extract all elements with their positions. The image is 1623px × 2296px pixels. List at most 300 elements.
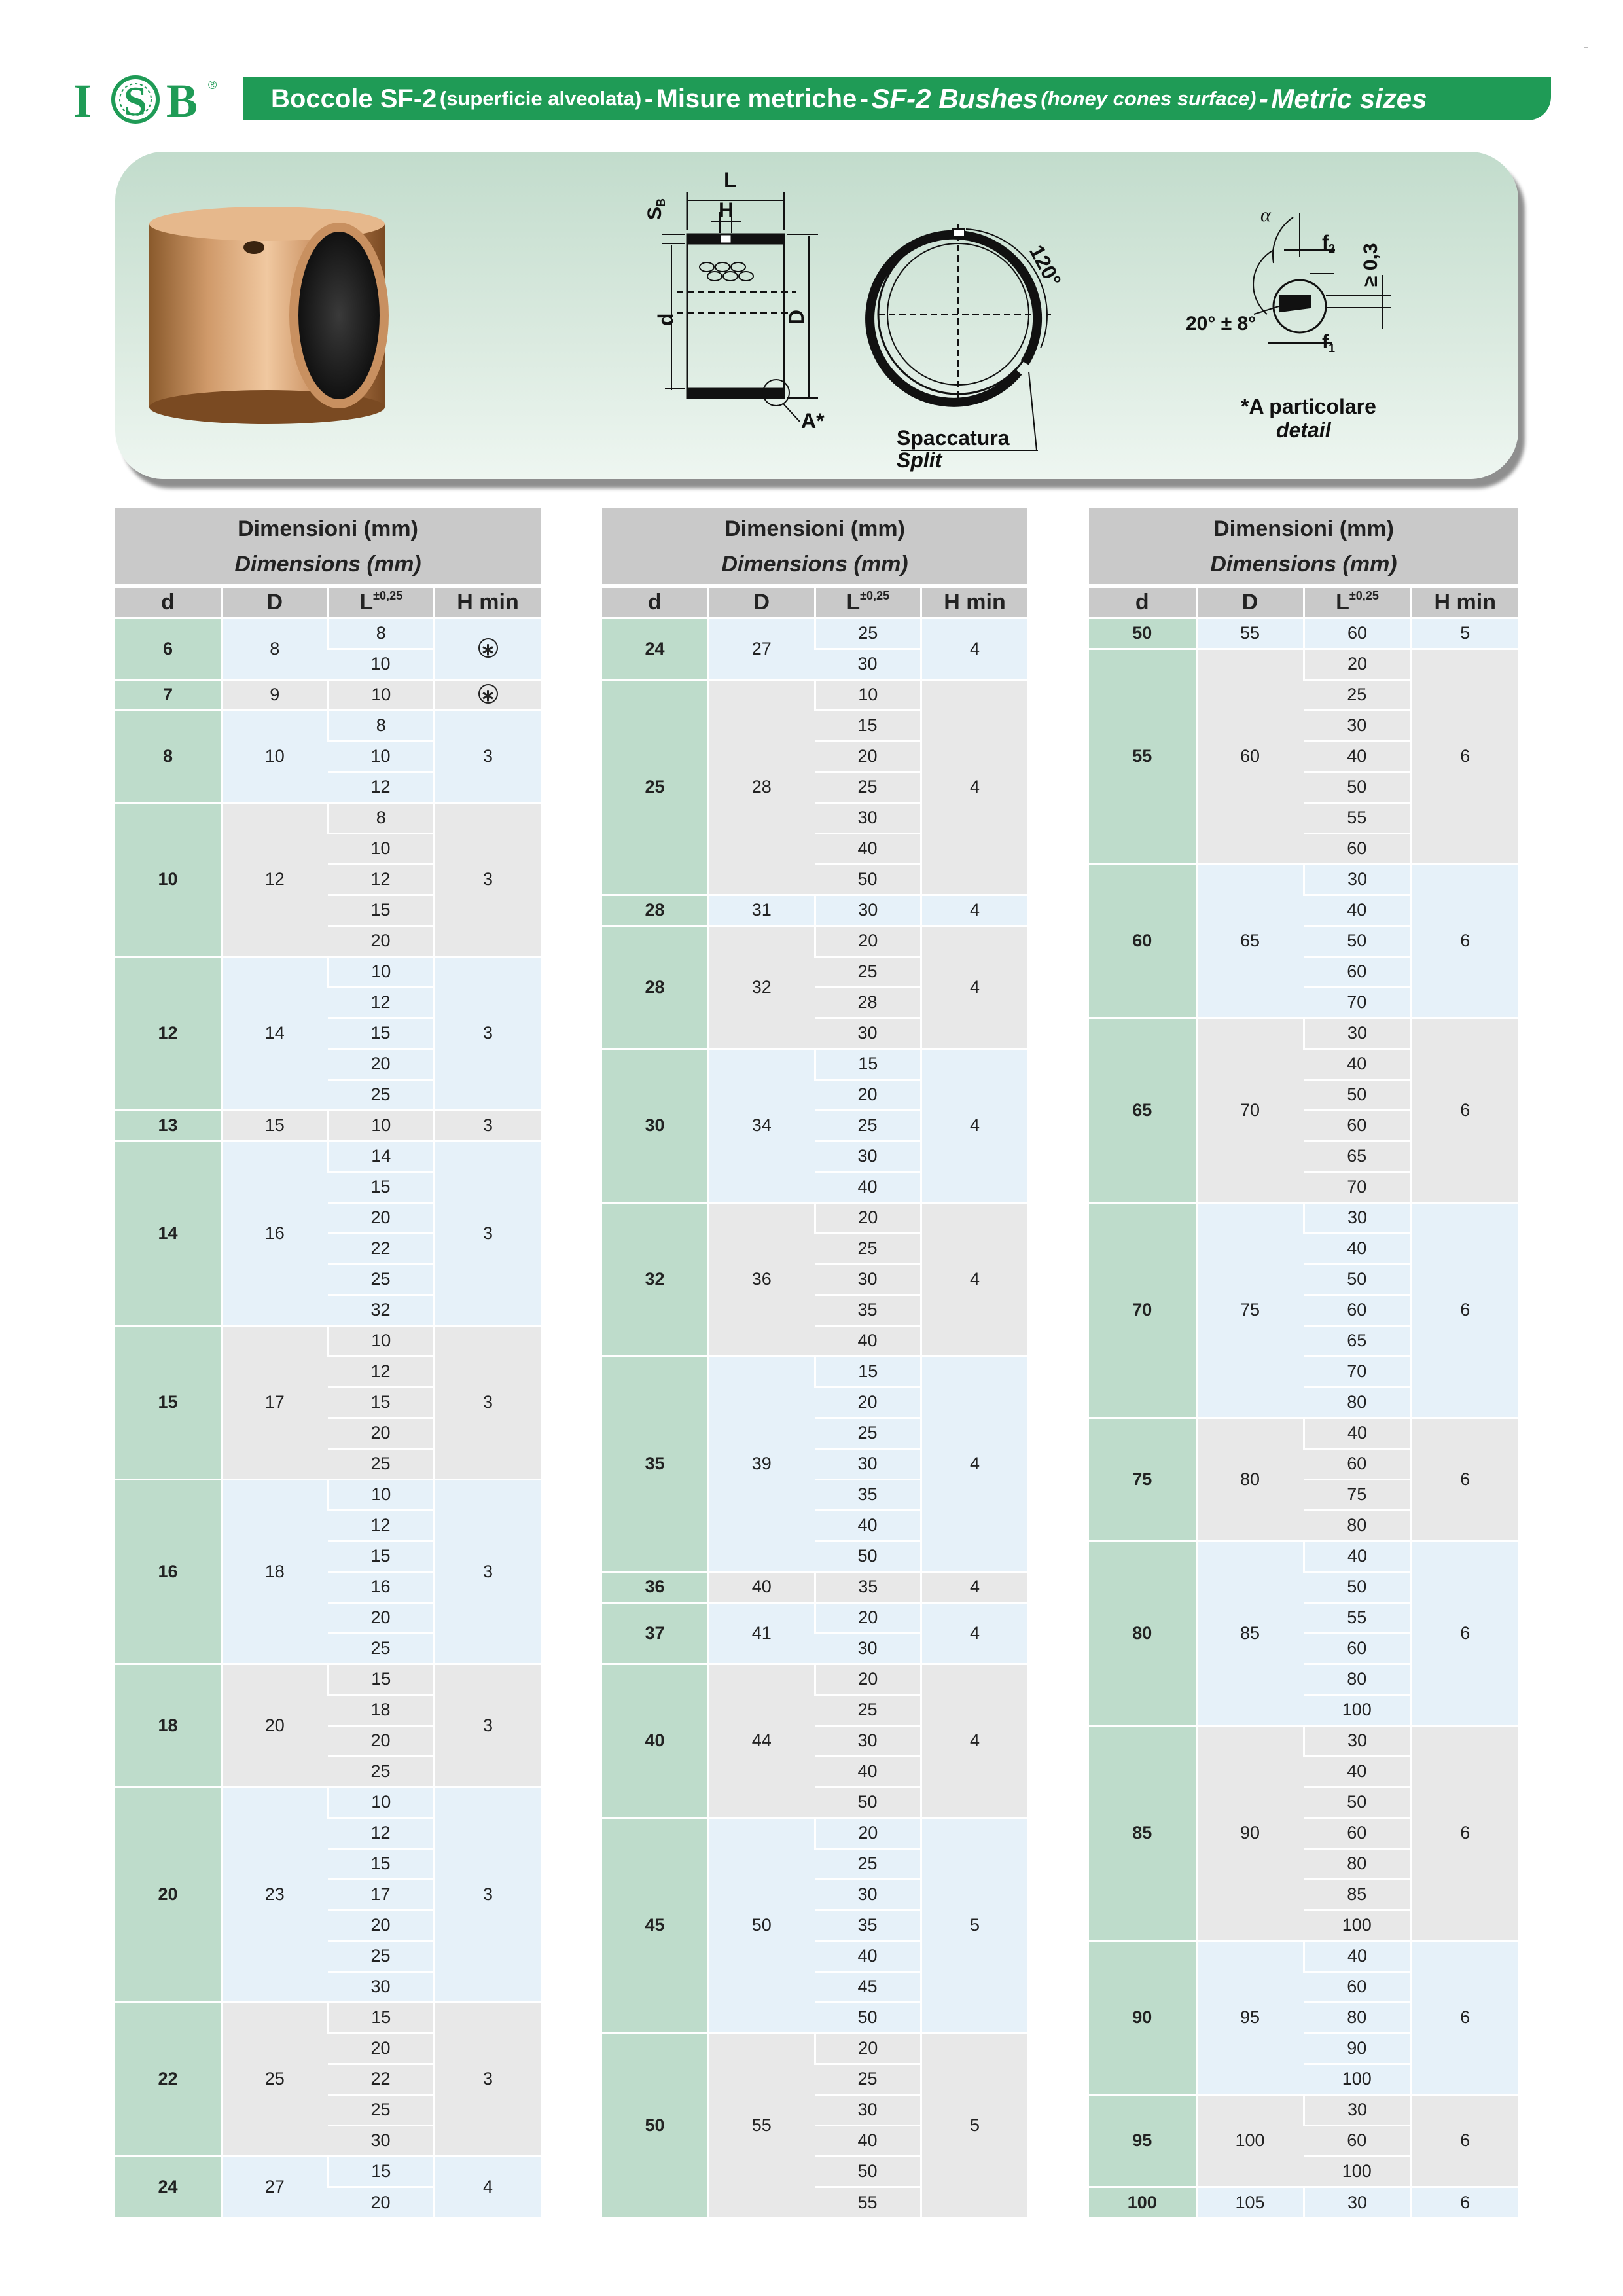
cell-D: 27	[222, 2156, 329, 2217]
table-title	[115, 508, 541, 586]
col-header-D	[222, 586, 329, 618]
cell-d: 13	[115, 1110, 222, 1141]
table-row	[1089, 1541, 1518, 1571]
label-SB-main: S	[644, 206, 666, 220]
cell-D: 55	[1196, 618, 1304, 649]
cell-L: 20	[815, 741, 921, 772]
col-header-D-text: D	[266, 590, 283, 615]
cell-L: 55	[1304, 802, 1411, 833]
cell-L: 30	[815, 1725, 921, 1756]
cell-L: 20	[328, 1910, 435, 1941]
cell-H: 4	[921, 1664, 1028, 1818]
col-header-D-text: D	[753, 590, 770, 615]
cell-L: 40	[1304, 1756, 1411, 1787]
cell-L: 10	[328, 1110, 435, 1141]
cell-D: 75	[1196, 1202, 1304, 1418]
cell-L: 30	[815, 895, 921, 925]
label-angle: 20° ± 8°	[1186, 313, 1257, 334]
cell-L: 50	[1304, 1079, 1411, 1110]
cell-L: 15	[328, 1664, 435, 1695]
table-row	[1089, 2094, 1518, 2125]
cell-H: 3	[435, 1110, 541, 1141]
cell-D: 50	[709, 1818, 815, 2033]
cell-D: 9	[222, 679, 329, 710]
cell-L: 8	[328, 710, 435, 741]
cell-D: 20	[222, 1664, 329, 1787]
cell-L: 22	[328, 1233, 435, 1264]
table-title-en: Dimensions (mm)	[1210, 551, 1397, 577]
cell-D: 28	[709, 679, 815, 895]
cell-L: 50	[815, 864, 921, 895]
cell-L: 40	[815, 1325, 921, 1356]
cell-D: 41	[709, 1602, 815, 1664]
cell-H	[435, 679, 541, 710]
cell-d: 50	[602, 2033, 709, 2217]
label-alpha: α	[1260, 204, 1271, 226]
title-it-small: (superficie alveolata)	[439, 87, 642, 110]
cell-L: 30	[1304, 2094, 1411, 2125]
table-row	[115, 1110, 541, 1141]
label-A-star: A*	[801, 409, 825, 433]
col-header-L	[328, 586, 435, 618]
cell-H: 3	[435, 1787, 541, 2002]
cell-H: 3	[435, 710, 541, 802]
label-f1	[1322, 331, 1335, 355]
cell-L: 75	[1304, 1479, 1411, 1510]
cell-L: 16	[328, 1571, 435, 1602]
cell-H: 3	[435, 1664, 541, 1787]
cell-d: 37	[602, 1602, 709, 1664]
cell-L: 40	[815, 1756, 921, 1787]
cell-L: 40	[1304, 1418, 1411, 1448]
cell-d: 25	[602, 679, 709, 895]
col-header-H-text: H min	[944, 590, 1006, 615]
cell-H: 6	[1411, 2094, 1518, 2187]
cell-H: 6	[1411, 2187, 1518, 2217]
cell-D: 60	[1196, 649, 1304, 864]
cell-L: 20	[815, 2033, 921, 2064]
cell-L: 15	[328, 1172, 435, 1202]
cell-L: 15	[328, 1541, 435, 1571]
cell-L: 40	[1304, 1049, 1411, 1079]
cell-L: 40	[1304, 1541, 1411, 1571]
cell-L: 25	[815, 772, 921, 802]
cell-D: 95	[1196, 1941, 1304, 2094]
cell-L: 12	[328, 772, 435, 802]
cell-d: 50	[1089, 618, 1196, 649]
table-row	[115, 1141, 541, 1172]
cell-L: 35	[815, 1295, 921, 1325]
cell-H: 4	[921, 679, 1028, 895]
cell-L: 25	[328, 1264, 435, 1295]
table-row	[115, 956, 541, 987]
cell-L: 22	[328, 2064, 435, 2094]
cell-L: 10	[328, 1787, 435, 1818]
cell-H: 5	[921, 2033, 1028, 2217]
cell-D: 55	[709, 2033, 815, 2217]
cell-H: 3	[435, 2002, 541, 2156]
cell-d: 55	[1089, 649, 1196, 864]
cell-L: 20	[328, 1418, 435, 1448]
cell-L: 25	[815, 1418, 921, 1448]
cell-L: 20	[328, 2033, 435, 2064]
cell-L: 15	[328, 1848, 435, 1879]
cell-L: 30	[1304, 1202, 1411, 1233]
cell-D: 32	[709, 925, 815, 1049]
cell-L: 30	[1304, 710, 1411, 741]
cell-L: 25	[1304, 679, 1411, 710]
label-f2-sub: 2	[1329, 242, 1336, 255]
cell-L: 30	[815, 1264, 921, 1295]
cell-D: 16	[222, 1141, 329, 1325]
cell-L: 65	[1304, 1325, 1411, 1356]
cell-L: 15	[328, 1018, 435, 1049]
cell-L: 25	[328, 1941, 435, 1971]
cell-L: 25	[328, 2094, 435, 2125]
title-en-sep: -	[1258, 83, 1268, 114]
cell-D: 40	[709, 1571, 815, 1602]
cell-L: 10	[328, 741, 435, 772]
cell-L: 30	[815, 649, 921, 679]
cell-L: 10	[328, 649, 435, 679]
cell-H: 6	[1411, 1018, 1518, 1202]
title-it-sep: -	[644, 84, 654, 113]
cell-L: 50	[1304, 1571, 1411, 1602]
cell-H: 6	[1411, 1725, 1518, 1941]
cell-L: 12	[328, 987, 435, 1018]
cell-d: 22	[115, 2002, 222, 2156]
cell-D: 12	[222, 802, 329, 956]
cell-L: 25	[815, 1110, 921, 1141]
cell-L: 17	[328, 1879, 435, 1910]
cell-d: 28	[602, 895, 709, 925]
title-it-sizes: Misure metriche	[656, 84, 857, 113]
cell-d: 24	[115, 2156, 222, 2217]
cell-d: 18	[115, 1664, 222, 1787]
table-row	[115, 679, 541, 710]
cell-H: 6	[1411, 1418, 1518, 1541]
cell-H: 3	[435, 956, 541, 1110]
table-title	[1089, 508, 1518, 586]
cell-L: 15	[328, 895, 435, 925]
cell-d: 60	[1089, 864, 1196, 1018]
label-f1-main: f	[1322, 331, 1329, 353]
cell-D: 85	[1196, 1541, 1304, 1725]
cell-d: 20	[115, 1787, 222, 2002]
cell-L: 12	[328, 864, 435, 895]
title-bar	[243, 77, 1551, 120]
cell-L: 30	[815, 2094, 921, 2125]
cell-L: 15	[328, 1387, 435, 1418]
col-header-H	[1411, 586, 1518, 618]
cell-L: 60	[1304, 1110, 1411, 1141]
logo-letter-s: S	[124, 78, 147, 124]
cell-L: 40	[1304, 741, 1411, 772]
cell-D: 36	[709, 1202, 815, 1356]
table-row	[602, 679, 1027, 710]
cell-d: 36	[602, 1571, 709, 1602]
cell-d: 45	[602, 1818, 709, 2033]
cell-H	[435, 618, 541, 679]
cell-d: 40	[602, 1664, 709, 1818]
cell-d: 28	[602, 925, 709, 1049]
cell-d: 85	[1089, 1725, 1196, 1941]
table-row	[602, 1202, 1027, 1233]
cell-H: 3	[435, 1325, 541, 1479]
cell-H: 4	[921, 1356, 1028, 1571]
cell-L: 100	[1304, 1695, 1411, 1725]
cell-L: 100	[1304, 2064, 1411, 2094]
cell-L: 40	[815, 833, 921, 864]
ring-front-view	[868, 224, 1051, 450]
cell-L: 25	[815, 618, 921, 649]
cell-L: 70	[1304, 1172, 1411, 1202]
cell-L: 80	[1304, 1387, 1411, 1418]
cell-L: 30	[815, 802, 921, 833]
cell-L: 20	[328, 1202, 435, 1233]
cell-D: 39	[709, 1356, 815, 1571]
cell-L: 60	[1304, 1295, 1411, 1325]
table-row	[602, 1356, 1027, 1387]
cell-L: 18	[328, 1695, 435, 1725]
cell-d: 30	[602, 1049, 709, 1202]
cell-H: 4	[921, 925, 1028, 1049]
cell-L: 10	[815, 679, 921, 710]
cell-L: 50	[815, 1541, 921, 1571]
cell-L: 15	[328, 2156, 435, 2187]
table-row	[602, 1602, 1027, 1633]
table-row	[1089, 618, 1518, 649]
cell-L: 25	[815, 1695, 921, 1725]
col-header-L-text: L	[359, 590, 374, 615]
cell-L: 15	[815, 1049, 921, 1079]
table-title-it: Dimensioni (mm)	[238, 516, 418, 541]
cell-L: 60	[1304, 833, 1411, 864]
col-header-L	[1304, 586, 1411, 618]
cell-L: 70	[1304, 987, 1411, 1018]
col-header-L	[815, 586, 921, 618]
cell-D: 14	[222, 956, 329, 1110]
label-split-en: Split	[897, 448, 942, 472]
cell-L: 50	[1304, 772, 1411, 802]
cell-H: 6	[1411, 1941, 1518, 2094]
label-detail-it: *A particolare	[1241, 395, 1376, 418]
table-row	[115, 618, 541, 649]
cell-L: 20	[815, 1818, 921, 1848]
cell-d: 100	[1089, 2187, 1196, 2217]
cell-d: 75	[1089, 1418, 1196, 1541]
col-header-d-text: d	[1135, 590, 1149, 615]
col-header-d-text: d	[161, 590, 175, 615]
cell-L: 14	[328, 1141, 435, 1172]
cell-L: 40	[1304, 1941, 1411, 1971]
cell-H: 6	[1411, 649, 1518, 864]
cell-L: 60	[1304, 1818, 1411, 1848]
cell-L: 35	[815, 1910, 921, 1941]
cell-L: 45	[815, 1971, 921, 2002]
cell-L: 15	[815, 1356, 921, 1387]
col-header-L-text: L	[846, 590, 861, 615]
col-header-d-text: d	[648, 590, 662, 615]
cell-H: 4	[921, 1049, 1028, 1202]
cell-L: 55	[815, 2187, 921, 2217]
table-row	[115, 802, 541, 833]
cell-H: 5	[1411, 618, 1518, 649]
table-row	[115, 1479, 541, 1510]
product-banner	[115, 152, 1518, 479]
cell-D: 15	[222, 1110, 329, 1141]
cell-L: 85	[1304, 1879, 1411, 1910]
cell-L: 80	[1304, 1848, 1411, 1879]
cell-L: 35	[815, 1571, 921, 1602]
cell-L: 8	[328, 618, 435, 649]
cell-D: 90	[1196, 1725, 1304, 1941]
cell-L: 40	[815, 2125, 921, 2156]
cell-L: 30	[1304, 864, 1411, 895]
table-row	[115, 2156, 541, 2187]
table-title-en: Dimensions (mm)	[234, 551, 421, 577]
cell-L: 20	[328, 1602, 435, 1633]
cell-L: 25	[328, 1079, 435, 1110]
table-row	[1089, 2187, 1518, 2217]
cell-D: 23	[222, 1787, 329, 2002]
cell-L: 20	[328, 2187, 435, 2217]
cell-D: 8	[222, 618, 329, 679]
cell-L: 40	[815, 1172, 921, 1202]
label-f2	[1322, 232, 1335, 255]
table-row	[115, 1787, 541, 1818]
table-title	[602, 508, 1027, 586]
cell-L: 20	[815, 1079, 921, 1110]
label-H: H	[719, 198, 734, 222]
cell-L: 35	[815, 1479, 921, 1510]
table-row	[1089, 1418, 1518, 1448]
col-header-D	[709, 586, 815, 618]
cell-L: 25	[328, 1448, 435, 1479]
cell-L: 10	[328, 956, 435, 987]
cell-D: 70	[1196, 1018, 1304, 1202]
table-row	[1089, 864, 1518, 895]
cell-D: 65	[1196, 864, 1304, 1018]
cell-L: 8	[328, 802, 435, 833]
cell-L: 12	[328, 1510, 435, 1541]
cell-L: 20	[1304, 649, 1411, 679]
cell-L: 40	[815, 1941, 921, 1971]
col-header-L-tolerance: ±0,25	[1349, 589, 1379, 603]
table-row	[602, 895, 1027, 925]
cell-L: 50	[815, 2002, 921, 2033]
cell-L: 40	[815, 1510, 921, 1541]
cell-d: 8	[115, 710, 222, 802]
cell-H: 3	[435, 1141, 541, 1325]
label-detail-en: detail	[1276, 418, 1331, 442]
table-row	[602, 925, 1027, 956]
cell-L: 30	[1304, 2187, 1411, 2217]
cell-H: 3	[435, 802, 541, 956]
cell-H: 3	[435, 1479, 541, 1664]
cell-L: 50	[815, 2156, 921, 2187]
col-header-L-text: L	[1336, 590, 1349, 615]
cell-H: 6	[1411, 864, 1518, 1018]
table-row	[602, 1049, 1027, 1079]
cell-L: 30	[1304, 1018, 1411, 1049]
table-title-it: Dimensioni (mm)	[724, 516, 905, 541]
cell-d: 65	[1089, 1018, 1196, 1202]
title-en-sizes: Metric sizes	[1271, 83, 1427, 114]
cell-L: 60	[1304, 1448, 1411, 1479]
cell-L: 100	[1304, 2156, 1411, 2187]
cell-d: 95	[1089, 2094, 1196, 2187]
cell-L: 60	[1304, 618, 1411, 649]
section-view	[662, 192, 818, 422]
cell-d: 80	[1089, 1541, 1196, 1725]
cell-D: 34	[709, 1049, 815, 1202]
cell-H: 6	[1411, 1202, 1518, 1418]
cell-L: 10	[328, 833, 435, 864]
cell-L: 30	[328, 2125, 435, 2156]
col-header-H	[435, 586, 541, 618]
col-header-L-tolerance: ±0,25	[373, 589, 403, 603]
cell-L: 50	[1304, 1787, 1411, 1818]
cell-L: 25	[328, 1756, 435, 1787]
col-header-D	[1196, 586, 1304, 618]
label-min-03: ≥ 0,3	[1360, 243, 1382, 287]
cell-L: 25	[328, 1633, 435, 1664]
label-L: L	[724, 168, 737, 192]
col-header-d	[602, 586, 709, 618]
cell-L: 10	[328, 679, 435, 710]
cell-L: 40	[1304, 895, 1411, 925]
logo-letter-i: I	[73, 75, 92, 124]
cell-L: 10	[328, 1479, 435, 1510]
cell-H: 4	[435, 2156, 541, 2217]
col-header-H-text: H min	[457, 590, 519, 615]
table-row	[1089, 649, 1518, 679]
logo-registered: ®	[208, 79, 217, 92]
cell-D: 10	[222, 710, 329, 802]
cell-L: 25	[815, 956, 921, 987]
cell-L: 60	[1304, 2125, 1411, 2156]
cell-D: 17	[222, 1325, 329, 1479]
cell-D: 100	[1196, 2094, 1304, 2187]
cell-L: 25	[815, 2064, 921, 2094]
table-row	[115, 1325, 541, 1356]
cell-L: 60	[1304, 1971, 1411, 2002]
table-row	[602, 2033, 1027, 2064]
cell-H: 4	[921, 1571, 1028, 1602]
cell-L: 20	[328, 1725, 435, 1756]
label-d: d	[654, 313, 677, 326]
asterisk-circle-icon: ∗	[478, 684, 498, 704]
col-header-H	[921, 586, 1028, 618]
cell-D: 105	[1196, 2187, 1304, 2217]
title-en-small: (honey cones surface)	[1041, 87, 1257, 110]
cell-d: 12	[115, 956, 222, 1110]
cell-L: 30	[1304, 1725, 1411, 1756]
table-title-en: Dimensions (mm)	[721, 551, 908, 577]
isb-logo	[73, 73, 224, 124]
title-en-bold: SF-2 Bushes	[871, 83, 1038, 114]
cell-D: 80	[1196, 1418, 1304, 1541]
cell-L: 80	[1304, 1664, 1411, 1695]
cell-L: 30	[815, 1448, 921, 1479]
logo-letter-b: B	[166, 75, 198, 124]
cell-L: 20	[815, 1202, 921, 1233]
title-it-bold: Boccole SF-2	[271, 84, 437, 113]
table-title-it: Dimensioni (mm)	[1213, 516, 1394, 541]
label-120-deg: 120°	[1024, 241, 1066, 291]
technical-drawing	[115, 152, 1518, 479]
